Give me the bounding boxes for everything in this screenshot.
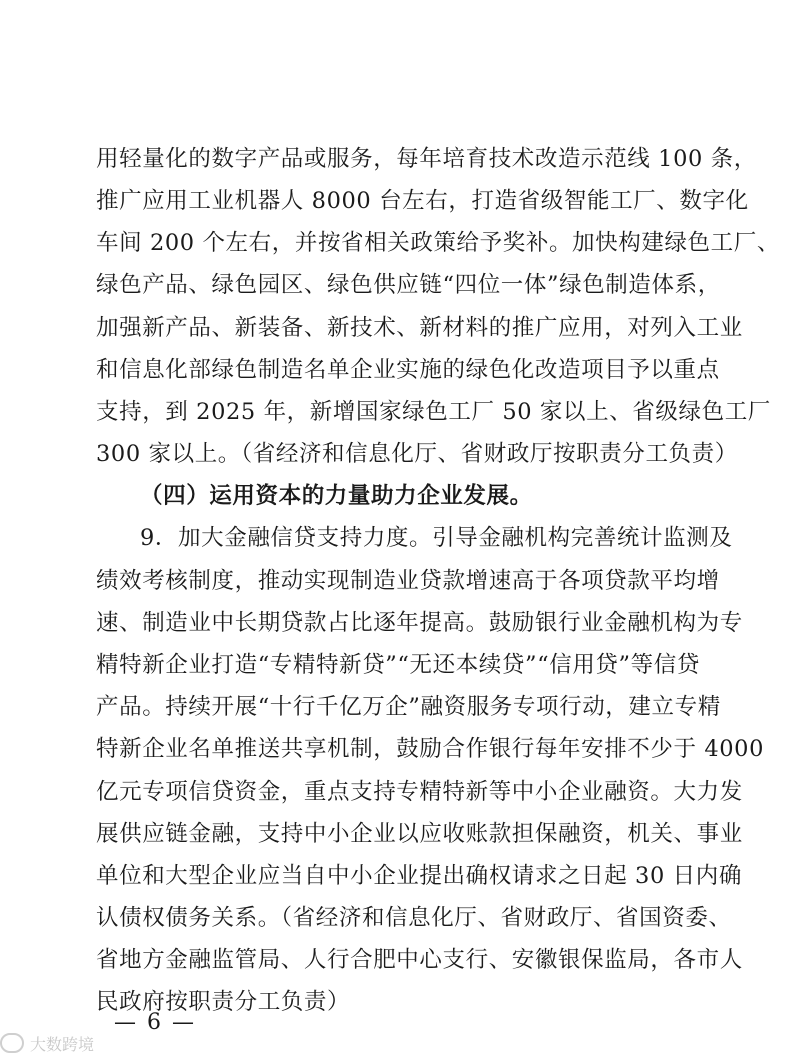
page-number: — 6 — (114, 1010, 196, 1035)
body-line-3: 车间 200 个左右，并按省相关政策给予奖补。加快构建绿色工厂、 (96, 230, 780, 256)
watermark (0, 1028, 94, 1058)
paragraph-9-line-1: 9．加大金融信贷支持力度。引导金融机构完善统计监测及 (140, 525, 733, 551)
watermark-text: 大数跨境 (30, 1034, 95, 1054)
body-line-8: 300 家以上。（省经济和信息化厅、省财政厅按职责分工负责） (96, 441, 738, 467)
body-line-7: 支持，到 2025 年，新增国家绿色工厂 50 家以上、省级绿色工厂 (96, 399, 771, 425)
paragraph-9-line-9: 单位和大型企业应当自中小企业提出确权请求之日起 30 日内确 (96, 863, 742, 889)
paragraph-9-line-12: 民政府按职责分工负责） (96, 989, 351, 1015)
paragraph-9-line-3: 速、制造业中长期贷款占比逐年提高。鼓励银行业金融机构为专 (96, 610, 743, 636)
paragraph-9-line-11: 省地方金融监管局、人行合肥中心支行、安徽银保监局，各市人 (96, 947, 743, 973)
body-line-6: 和信息化部绿色制造名单企业实施的绿色化改造项目予以重点 (96, 357, 720, 383)
paragraph-9-line-2: 绩效考核制度，推动实现制造业贷款增速高于各项贷款平均增 (96, 568, 720, 594)
paragraph-9-line-8: 展供应链金融，支持中小企业以应收账款担保融资，机关、事业 (96, 821, 743, 847)
paragraph-9-line-4: 精特新企业打造“专精特新贷”“无还本续贷”“信用贷”等信贷 (96, 652, 700, 678)
paragraph-9-line-10: 认债权债务关系。（省经济和信息化厅、省财政厅、省国资委、 (96, 905, 732, 931)
body-line-4: 绿色产品、绿色园区、绿色供应链“四位一体”绿色制造体系， (96, 272, 721, 298)
paragraph-9-line-7: 亿元专项信贷资金，重点支持专精特新等中小企业融资。大力发 (96, 779, 743, 805)
watermark-logo-icon (0, 1033, 24, 1053)
paragraph-9-line-6: 特新企业名单推送共享机制，鼓励合作银行每年安排不少于 4000 (96, 736, 765, 762)
paragraph-9-line-5: 产品。持续开展“十行千亿万企”融资服务专项行动，建立专精 (96, 694, 721, 720)
body-line-2: 推广应用工业机器人 8000 台左右，打造省级智能工厂、数字化 (96, 188, 749, 214)
body-line-5: 加强新产品、新装备、新技术、新材料的推广应用，对列入工业 (96, 315, 743, 341)
body-line-1: 用轻量化的数字产品或服务，每年培育技术改造示范线 100 条， (96, 146, 757, 172)
section-heading: （四）运用资本的力量助力企业发展。 (140, 483, 533, 509)
